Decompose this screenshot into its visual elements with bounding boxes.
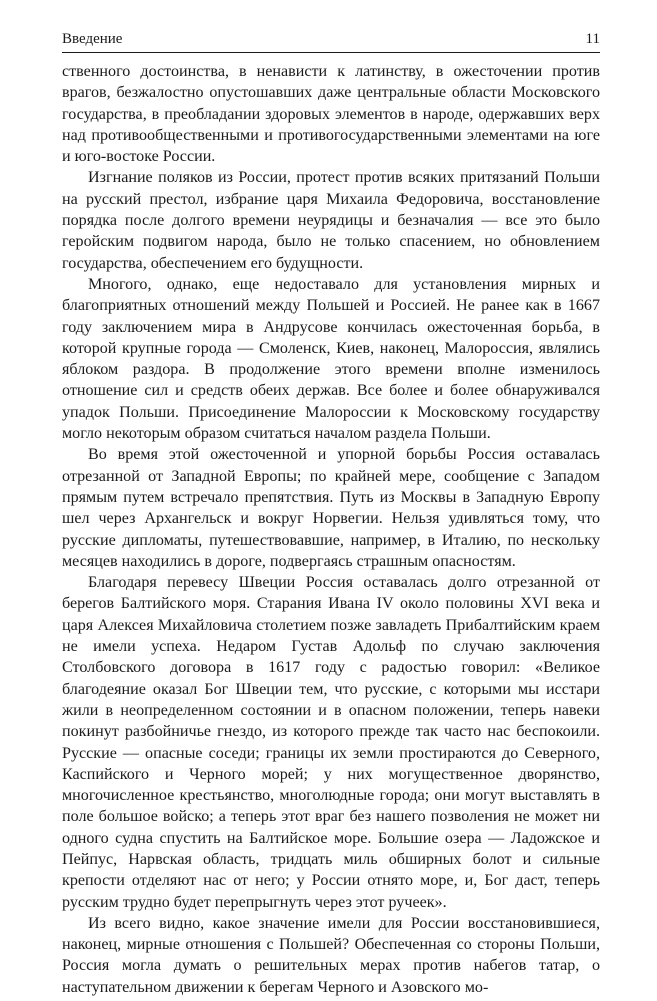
section-title: Введение xyxy=(62,31,123,47)
book-page xyxy=(62,30,600,998)
paragraph: ственного достоинства, в ненависти к латинству, в ожесточении против врагов, безжалостно опустошавших даже центральные области Московского государства, в преобладании здоровых элементов в народе, одержавших верх над противообщественными и противогосударственными элементами на юге и юго-востоке России. xyxy=(62,63,600,166)
paragraph: Многого, однако, еще недоставало для установления мирных и благоприятных отношений между Польшей и Россией. Не ранее как в 1667 году заключением мира в Андрусове кончилась ожесточенная борьба, в которой крупные города — Смоленск, Киев, наконец, Малороссия, являлись яблоком раздора. В продолжение этого времени вполне изменилось отношение сил и средств обеих держав. Все более и более обнаруживался упадок Польши. Присоединение Малороссии к Московскому государству могло некоторым образом считаться началом раздела Польши. xyxy=(62,275,600,443)
paragraph: Изгнание поляков из России, протест против всяких притязаний Польши на русский престол, избрание царя Михаила Федоровича, восстановление порядка после долгого времени неурядицы и безначалия — все это было геройским подвигом народа, было не только спасением, но обновлением государства, обеспечением его будущности. xyxy=(62,169,600,272)
running-header xyxy=(62,30,600,53)
paragraph: Во время этой ожесточенной и упорной борьбы Россия оставалась отрезанной от Западной Европы; по крайней мере, сообщение с Западом прямым путем встречало препятствия. Путь из Москвы в Западную Европу шел через Архангельск и вокруг Норвегии. Нельзя удивляться тому, что русские дипломаты, путешествовавшие, например, в Италию, по нескольку месяцев находились в дороге, подвергаясь страшным опасностям. xyxy=(62,446,600,570)
paragraph: Из всего видно, какое значение имели для России восстановившиеся, наконец, мирные отношения с Польшей? Обеспеченная со стороны Польши, Россия могла думать о решительных мерах против набегов татар, о наступательном движении к берегам Черного и Азовского мо- xyxy=(62,914,600,996)
page-number: 11 xyxy=(585,31,600,47)
page-body xyxy=(62,61,600,998)
paragraph: Благодаря перевесу Швеции Россия оставалась долго отрезанной от берегов Балтийского моря. Старания Ивана IV около половины XVI века и царя Алексея Михайловича столетием позже завладеть Прибалтийским краем не имели успеха. Недаром Густав Адольф по случаю заключения Столбовского договора в 1617 году с радостью говорил: «Великое благодеяние оказал Бог Швеции тем, что русские, с которыми мы исстари жили в неопределенном состоянии и в опасном положении, теперь навеки покинут разбойничье гнездо, из которого прежде так часто нас беспокоили. Русские — опасные соседи; границы их земли простираются до Северного, Каспийского и Черного морей; у них могущественное дворянство, многочисленное крестьянство, многолюдные города; они могут выставлять в поле большое войско; а теперь этот враг без нашего позволения не может ни одного судна спустить на Балтийское море. Большие озера — Ладожское и Пейпус, Нарвская область, тридцать миль обширных болот и сильные крепости отделяют нас от него; у России отнято море, и, Бог даст, теперь русским трудно будет перепрыгнуть через этот ручеек». xyxy=(62,574,600,911)
